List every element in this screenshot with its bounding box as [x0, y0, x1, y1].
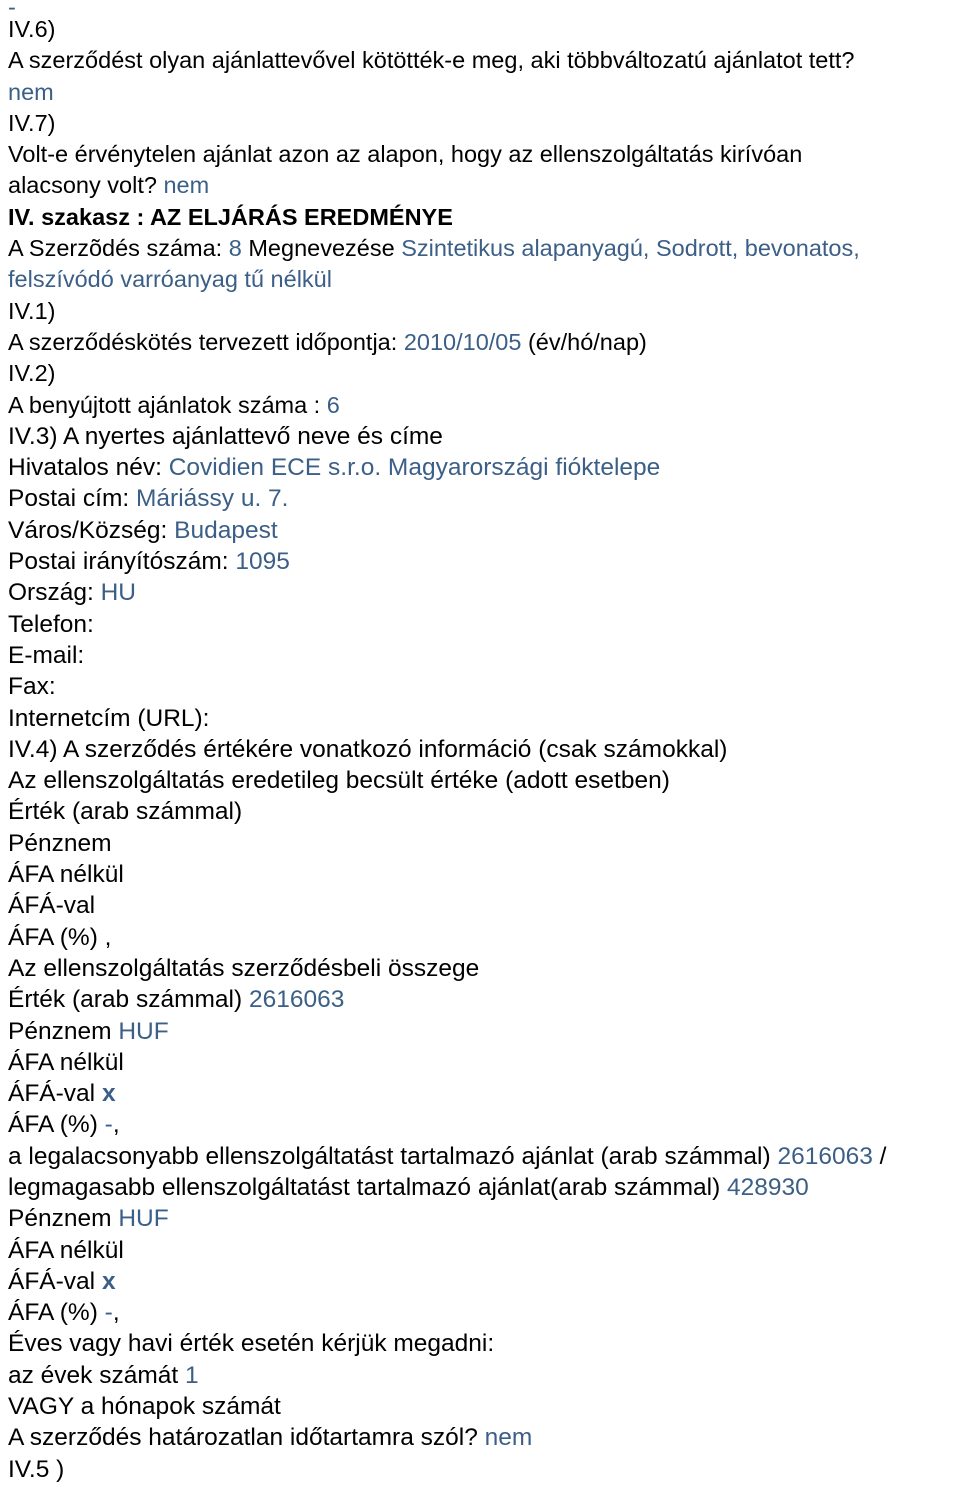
- estimate-vat-label: ÁFÁ-val: [8, 892, 96, 920]
- iv5-heading: IV.5 ): [8, 1455, 65, 1483]
- contract-vatpct-label: ÁFA (%): [8, 1111, 98, 1139]
- iv4-heading: IV.4) A szerződés értékére vonatkozó információ (csak számokkal): [8, 735, 728, 763]
- contract-value: 2616063: [248, 986, 345, 1014]
- iv2-line: [8, 390, 952, 421]
- highest-offer-label: legmagasabb ellenszolgáltatást tartalmazó ajánlat(arab számmal): [8, 1173, 721, 1201]
- contract-vatpct-comma: ,: [112, 1111, 120, 1139]
- contract-value-line: [8, 984, 952, 1015]
- iv7-question-2-text: alacsony volt?: [8, 172, 157, 199]
- url-label: Internetcím (URL):: [8, 704, 210, 732]
- years-line: [8, 1360, 952, 1391]
- iv1-label: A szerződéskötés tervezett időpontja:: [8, 328, 398, 355]
- contract-novat-label: ÁFA nélkül: [8, 1048, 124, 1076]
- zip-line: [8, 546, 952, 577]
- range-vatpct-line: [8, 1297, 952, 1328]
- postal-address-label: Postai cím:: [8, 485, 130, 513]
- estimate-vatpct-label: ÁFA (%) ,: [8, 923, 112, 951]
- iv1-heading: IV.1): [8, 297, 56, 324]
- yearly-monthly-label: Éves vagy havi érték esetén kérjük megadni:: [8, 1330, 495, 1358]
- iv3-heading: IV.3) A nyertes ajánlattevő neve és címe: [8, 422, 443, 450]
- indefinite-label: A szerződés határozatlan időtartamra szól?: [8, 1424, 478, 1452]
- section-heading: IV. szakasz : AZ ELJÁRÁS EREDMÉNYE: [8, 203, 453, 230]
- contract-amount-heading: Az ellenszolgáltatás szerződésbeli összege: [8, 954, 480, 982]
- years-label: az évek számát: [8, 1361, 179, 1389]
- iv2-heading: IV.2): [8, 360, 56, 387]
- iv6-heading: IV.6): [8, 16, 56, 42]
- contract-currency-line: [8, 1016, 952, 1047]
- range-vat-label: ÁFÁ-val: [8, 1267, 96, 1295]
- estimate-value-label: Érték (arab számmal): [8, 798, 243, 826]
- range-vat-mark: x: [101, 1267, 116, 1295]
- country-line: [8, 577, 952, 608]
- official-name-label: Hivatalos név:: [8, 454, 162, 482]
- range-vatpct-value: -: [104, 1299, 113, 1327]
- country-value: HU: [100, 579, 136, 607]
- years-value: 1: [185, 1361, 199, 1389]
- range-currency-line: [8, 1203, 952, 1234]
- postal-address-line: [8, 483, 952, 514]
- months-label: VAGY a hónapok számát: [8, 1393, 281, 1421]
- iv7-question-1: Volt-e érvénytelen ajánlat azon az alapon, hogy az ellenszolgáltatás kirívóan: [8, 141, 803, 168]
- iv1-date: 2010/10/05: [403, 328, 522, 355]
- contract-number-value: 8: [228, 235, 242, 262]
- contract-vatpct-value: -: [104, 1111, 113, 1139]
- contract-vat-line: [8, 1078, 952, 1109]
- lowest-offer-value: 2616063: [777, 1142, 873, 1170]
- contract-number-label: A Szerzõdés száma:: [8, 235, 223, 262]
- city-value: Budapest: [174, 516, 278, 544]
- dash-line: -: [8, 0, 16, 20]
- contract-value-label: Érték (arab számmal): [8, 986, 243, 1014]
- contract-currency-value: HUF: [118, 1017, 169, 1045]
- country-label: Ország:: [8, 579, 94, 607]
- estimate-heading: Az ellenszolgáltatás eredetileg becsült értéke (adott esetben): [8, 767, 670, 795]
- zip-value: 1095: [235, 548, 290, 576]
- highest-offer-line: [8, 1172, 952, 1203]
- estimate-novat-label: ÁFA nélkül: [8, 861, 124, 889]
- indefinite-value: nem: [484, 1424, 533, 1452]
- iv6-answer: nem: [8, 78, 54, 105]
- range-currency-value: HUF: [118, 1205, 169, 1233]
- iv1-line: [8, 327, 952, 358]
- postal-address-value: Máriássy u. 7.: [136, 485, 289, 513]
- contract-name-value-2: felszívódó varróanyag tű nélkül: [8, 266, 332, 293]
- offer-slash: /: [879, 1142, 887, 1170]
- range-vatpct-comma: ,: [112, 1299, 120, 1327]
- iv7-heading: IV.7): [8, 109, 56, 136]
- contract-currency-label: Pénznem: [8, 1017, 112, 1045]
- official-name-line: [8, 452, 952, 483]
- lowest-offer-label: a legalacsonyabb ellenszolgáltatást tartalmazó ajánlat (arab számmal): [8, 1142, 771, 1170]
- contract-name-value-1: Szintetikus alapanyagú, Sodrott, bevonatos,: [401, 235, 860, 262]
- contract-vat-mark: x: [101, 1080, 116, 1108]
- indefinite-line: [8, 1422, 952, 1453]
- city-line: [8, 515, 952, 546]
- lowest-offer-line: [8, 1141, 952, 1172]
- email-label: E-mail:: [8, 641, 85, 669]
- range-currency-label: Pénznem: [8, 1205, 112, 1233]
- range-vat-line: [8, 1266, 952, 1297]
- official-name-value: Covidien ECE s.r.o. Magyarországi fióktelepe: [168, 454, 661, 482]
- estimate-currency-label: Pénznem: [8, 829, 112, 857]
- phone-label: Telefon:: [8, 610, 94, 638]
- fax-label: Fax:: [8, 673, 56, 701]
- city-label: Város/Község:: [8, 516, 168, 544]
- iv7-question-2: [8, 170, 952, 201]
- iv2-value: 6: [326, 391, 340, 418]
- iv6-question: A szerződést olyan ajánlattevővel kötötték-e meg, aki többváltozatú ajánlatot tett?: [8, 47, 855, 74]
- iv1-format: (év/hó/nap): [527, 328, 647, 355]
- contract-vat-label: ÁFÁ-val: [8, 1080, 96, 1108]
- iv7-answer: nem: [163, 172, 210, 199]
- range-novat-label: ÁFA nélkül: [8, 1236, 124, 1264]
- iv2-label: A benyújtott ajánlatok száma :: [8, 391, 321, 418]
- contract-name-label: Megnevezése: [248, 235, 395, 262]
- zip-label: Postai irányítószám:: [8, 548, 229, 576]
- highest-offer-value: 428930: [727, 1173, 809, 1201]
- contract-vatpct-line: [8, 1109, 952, 1140]
- range-vatpct-label: ÁFA (%): [8, 1299, 98, 1327]
- contract-number-line: [8, 233, 952, 264]
